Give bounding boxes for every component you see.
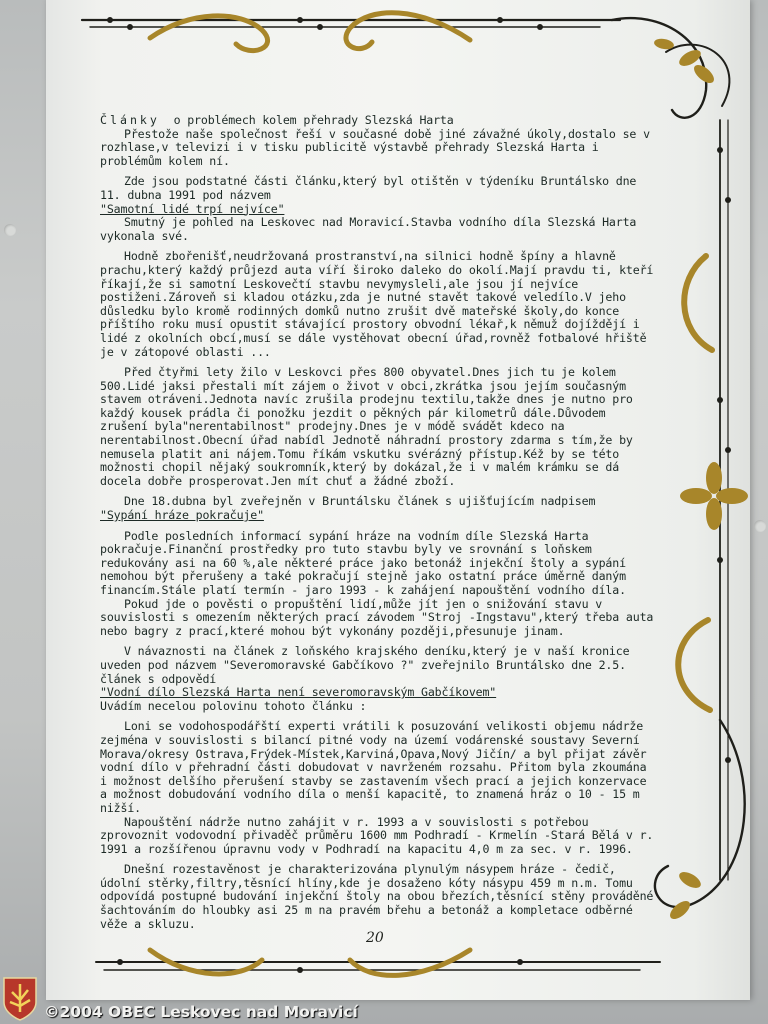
article-heading: "Vodní dílo Slezská Harta není severomoravským Gabčíkovem"	[100, 685, 497, 700]
copyright-caption: ©2004 OBEC Leskovec nad Moravicí	[44, 1003, 358, 1021]
paragraph: Dne 18.dubna byl zveřejněn v Bruntálsku článek s ujišťujícím nadpisem	[124, 494, 596, 509]
paragraph: Napouštění nádrže nutno zahájit v r. 1993 a v souvislosti s potřebou zprovoznit vodovodní přivaděč průměru 1600 mm Podhradí - Krmelín -Stará Bělá v r. 1991 a rozšířenou úpravnu vody v Podhradí na kapacitu 4,0 m za sec. v r. 1996.	[100, 814, 654, 856]
page-number: 20	[366, 930, 384, 946]
article-heading: "Sypání hráze pokračuje"	[100, 508, 264, 523]
paragraph: Loni se vodohospodářští experti vrátili k posuzování velikosti objemu nádrže zejména v souvislosti s bilancí pitné vody na území vodárenské soustavy Severní Morava/okresy Ostrava,Frýdek-Místek,Karviná,Opava,Nový Jičín/ a byl přijat závěr vodní dílo v přehradní části dobudovat v navrženém rozsahu. Přitom byla zkoumána i možnost delšího přerušení stavby se zastavením všech prací a jejich konzervace a možnost dobudování vodního díla o menší kapacitě, to znamená hráz o 10 - 15 m nižší.	[100, 719, 647, 815]
paragraph: Před čtyřmi lety žilo v Leskovci přes 800 obyvatel.Dnes jich tu je kolem 500.Lidé jaksi přestali mít zájem o život v obci,zkrátka jsou jejím současným stavem otráveni.Jednota navíc zrušila prodejnu textilu,takže dnes je nutno pro každý kousek prádla či ponožku jezdit o pěkných pár kilometrů dále.Důvodem zrušení byla"nerentabilnost" prodejny.Dnes je v módě svádět kdeco na nerentabilnost.Obecní úřad nabídl Jednotě náhradní prostory zdarma s tím,že by nemusela platit ani nájem.Tomu říkám vskutku svérázný přístup.Kéž by se této možnosti chopil nějaký soukromník,který by dokázal,že i v malém krámku se dá docela dobře prosperovat.Jen mít chuť a žádné zboží.	[100, 365, 633, 488]
paragraph: Podle posledních informací sypání hráze na vodním díle Slezská Harta pokračuje.Finanční prostředky pro tuto stavbu byly ve srovnání s loňskem redukovány asi na 60 %,ale některé práce jako betonáž injekční štoly a sypání nemohou být přerušeny a také pokračují stejně jako ostatní práce úměrně daným financím.Stále platí termín - jaro 1993 - k zahájení napouštění vodního díla.	[100, 528, 626, 597]
paragraph: Hodně zbořenišť,neudržovaná prostranství,na silnici hodně špíny a hlavně prachu,který každý průjezd auta víří široko daleko do okolí.Mají pravdu ti, kteří říkají,že si samotní Leskovečtí stavbu nevymysleli,ale jsou jí nejvíce postiženi.Zároveň si kladou otázku,zda je nutné stavět takové veledílo.V jeho důsledku bylo kromě rodinných domků nutno zrušit dvě mateřské školy,do konce příštího roku musí opustit stávající prostory obvodní lékař,k němuž dojíždějí i lidé z okolních obcí,musí se dále vystěhovat obecní úřad,rovněž fotbalové hřiště je v zátopové oblasti ...	[100, 249, 654, 359]
paragraph: Zde jsou podstatné části článku,který byl otištěn v týdeníku Bruntálsko dne 11. dubna 1991 pod názvem	[100, 174, 637, 202]
document-title	[100, 114, 660, 128]
title-rest: o problémech kolem přehrady Slezská Harta	[173, 113, 454, 127]
paragraph: V návaznosti na článek z loňského krajského deníku,který je v naší kronice uveden pod názvem "Severomoravské Gabčíkovo ?" zveřejnilo Bruntálsko dne 2.5. článek s odpovědí	[100, 644, 630, 686]
paragraph: Pokud jde o pověsti o propuštění lidí,může jít jen o snižování stavu v souvislosti s omezením některých prací závodem "Stroj -Ingstavu",který třeba auta nebo bagry z prací,které mohou být vykonány později,přesunuje jinam.	[100, 596, 654, 638]
paragraph: Smutný je pohled na Leskovec nad Moravicí.Stavba vodního díla Slezská Harta vykonala své.	[100, 215, 637, 243]
article-heading: "Samotní lidé trpí nejvíce"	[100, 201, 285, 216]
paragraph: Dnešní rozestavěnost je charakterizována plynulým násypem hráze - čedič, údolní stěrky,filtry,těsnící hlíny,kde je dosaženo kóty násypu 459 m n.m. Tomu odpovídá postupné budování injekční štoly na obou březích,těsnící stěny prováděné šachtováním do hloubky asi 25 m na pravém břehu a betonáž a kompletace odběrné věže a skluzu.	[100, 862, 654, 931]
document-body	[100, 114, 660, 931]
title-word: Články	[100, 113, 160, 127]
paragraph: Uvádím necelou polovinu tohoto článku :	[100, 698, 367, 713]
paragraph: Přestože naše společnost řeší v současné době jiné závažné úkoly,dostalo se v rozhlase,v televizi i v tisku publicitě výstavbě přehrady Slezská Harta i problémům kolem ní.	[100, 126, 650, 168]
village-emblem-icon	[2, 976, 38, 1022]
